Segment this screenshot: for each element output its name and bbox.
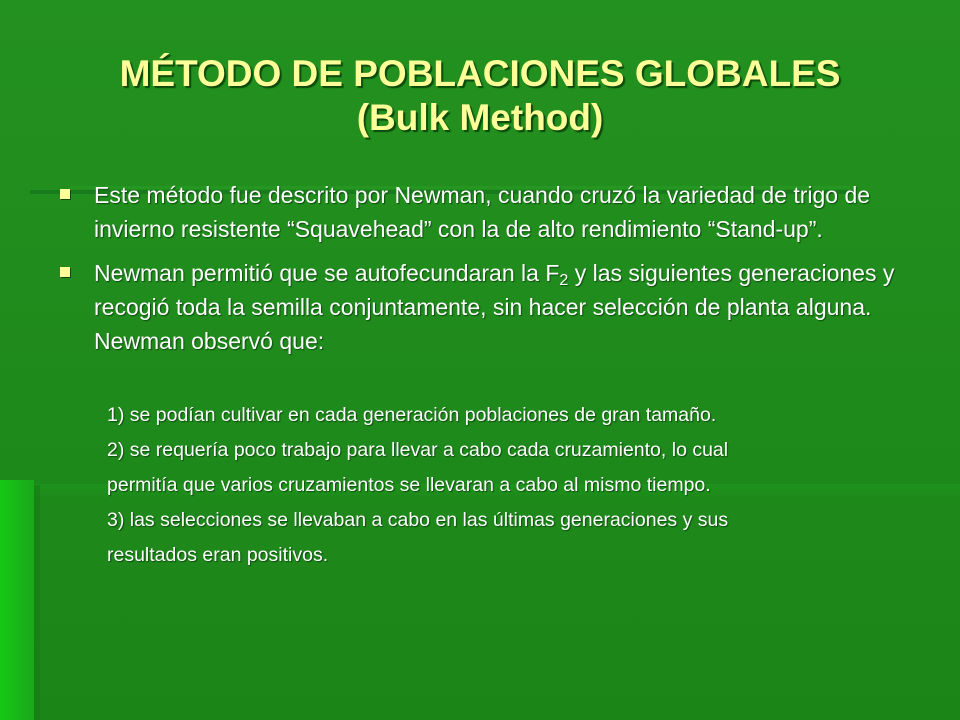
bullet-text-2-subscript: 2 <box>559 271 569 290</box>
numbered-line-1: 1) se podían cultivar en cada generación poblaciones de gran tamaño. <box>107 404 717 426</box>
numbered-line-3: permitía que varios cruzamientos se llevaran a cabo al mismo tiempo. <box>107 474 711 496</box>
numbered-list <box>107 398 927 573</box>
slide-title <box>40 52 920 140</box>
bullet-item-2 <box>58 256 928 358</box>
bullet-text-2-part1: Newman permitió que se autofecundaran la F <box>94 260 560 286</box>
decorative-left-edge <box>34 485 40 720</box>
slide-title-line1: MÉTODO DE POBLACIONES GLOBALES <box>119 53 841 94</box>
numbered-line-2: 2) se requería poco trabajo para llevar a cabo cada cruzamiento, lo cual <box>107 439 729 461</box>
square-bullet-icon <box>60 267 70 277</box>
bullet-text-1: Este método fue descrito por Newman, cuando cruzó la variedad de trigo de invierno resistente “Squavehead” con la de alto rendimiento “Stand-up”. <box>94 182 871 242</box>
numbered-line-4: 3) las selecciones se llevaban a cabo en las últimas generaciones y sus <box>107 509 729 531</box>
decorative-left-block <box>0 480 34 720</box>
bullet-item-1 <box>58 178 928 246</box>
square-bullet-icon <box>60 189 70 199</box>
bullet-list <box>58 178 928 368</box>
bullet-text-2-part2: y las siguientes generaciones y recogió toda la semilla conjuntamente, sin hacer selección de planta alguna. Newman observó que: <box>94 260 895 354</box>
numbered-line-5: resultados eran positivos. <box>107 544 329 566</box>
slide-title-line2: (Bulk Method) <box>356 97 604 138</box>
